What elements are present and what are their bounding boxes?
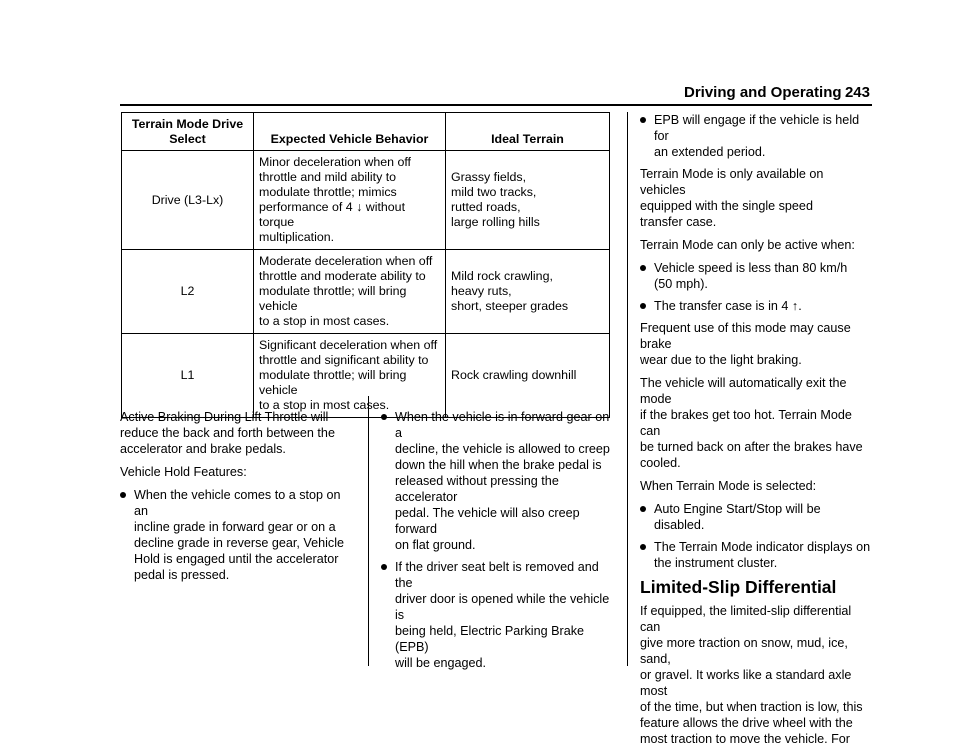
bullet-item: When the vehicle comes to a stop on an incline grade in forward gear or on a decline grade in reverse gear, Vehicle Hold is engaged until the accelerator pedal is pressed. [120, 487, 352, 583]
bullet-item: The Terrain Mode indicator displays on the instrument cluster. [640, 539, 872, 571]
bullet-icon [381, 414, 387, 420]
section-title: Driving and Operating [684, 84, 842, 101]
mode-cell: L2 [122, 250, 254, 334]
text-column-right [640, 112, 872, 754]
text-column-left [120, 409, 352, 589]
terrain-cell: Rock crawling downhill [446, 334, 610, 418]
terrain-cell: Mild rock crawling, heavy ruts, short, steeper grades [446, 250, 610, 334]
paragraph-availability: Terrain Mode is only available on vehicles equipped with the single speed transfer case. [640, 167, 824, 229]
table-row [122, 334, 610, 418]
bullet-icon [640, 117, 646, 123]
heading-limited-slip-differential: Limited-Slip Differential [640, 577, 837, 597]
table-header-behavior: Expected Vehicle Behavior [254, 113, 446, 151]
column-divider [627, 112, 628, 666]
bullet-icon [381, 564, 387, 570]
table-row [122, 151, 610, 250]
header-rule [120, 104, 872, 106]
table-header-terrain: Ideal Terrain [446, 113, 610, 151]
terrain-cell: Grassy fields, mild two tracks, rutted roads, large rolling hills [446, 151, 610, 250]
paragraph-limited-slip: If equipped, the limited-slip differential can give more traction on snow, mud, ice, sand, or gravel. It works like a standard axle most of the time, but when traction is low, this feature allows the drive wheel with the most traction to move the vehicle. For [640, 604, 863, 746]
column-divider [368, 396, 369, 666]
page-number: 243 [844, 84, 870, 101]
paragraph-auto-exit: The vehicle will automatically exit the mode if the brakes get too hot. Terrain Mode can be turned back on after the brakes have cooled. [640, 376, 863, 470]
paragraph-vehicle-hold: Vehicle Hold Features: [120, 465, 247, 479]
bullet-item: The transfer case is in 4 ↑. [640, 298, 872, 314]
bullet-item: Auto Engine Start/Stop will be disabled. [640, 501, 872, 533]
bullet-item: If the driver seat belt is removed and the driver door is opened while the vehicle is being held, Electric Parking Brake (EPB) will be engaged. [381, 559, 613, 671]
text-column-middle [381, 409, 613, 677]
bullet-item: When the vehicle is in forward gear on a decline, the vehicle is allowed to creep down the hill when the brake pedal is released without pressing the accelerator pedal. The vehicle will also creep forward on flat ground. [381, 409, 613, 553]
bullet-icon [640, 544, 646, 550]
behavior-cell: Minor deceleration when off throttle and mild ability to modulate throttle; mimics performance of 4 ↓ without torque multiplication. [254, 151, 446, 250]
bullet-icon [640, 265, 646, 271]
paragraph-active-braking: Active Braking During Lift Throttle will reduce the back and forth between the accelerator and brake pedals. [120, 410, 335, 456]
bullet-icon [640, 303, 646, 309]
behavior-cell: Moderate deceleration when off throttle and moderate ability to modulate throttle; will bring vehicle to a stop in most cases. [254, 250, 446, 334]
bullet-icon [120, 492, 126, 498]
mode-cell: L1 [122, 334, 254, 418]
terrain-mode-table [121, 112, 610, 418]
table-header-mode: Terrain Mode Drive Select [122, 113, 254, 151]
table-header-row [122, 113, 610, 151]
table-row [122, 250, 610, 334]
behavior-cell: Significant deceleration when off throttle and significant ability to modulate throttle; will bring vehicle to a stop in most cases. [254, 334, 446, 418]
bullet-item: Vehicle speed is less than 80 km/h (50 mph). [640, 260, 872, 292]
mode-cell: Drive (L3-Lx) [122, 151, 254, 250]
paragraph-when-selected: When Terrain Mode is selected: [640, 479, 817, 493]
bullet-icon [640, 506, 646, 512]
paragraph-brake-wear: Frequent use of this mode may cause brake wear due to the light braking. [640, 321, 851, 367]
paragraph-active-conditions: Terrain Mode can only be active when: [640, 238, 855, 252]
bullet-item: EPB will engage if the vehicle is held for an extended period. [640, 112, 872, 160]
